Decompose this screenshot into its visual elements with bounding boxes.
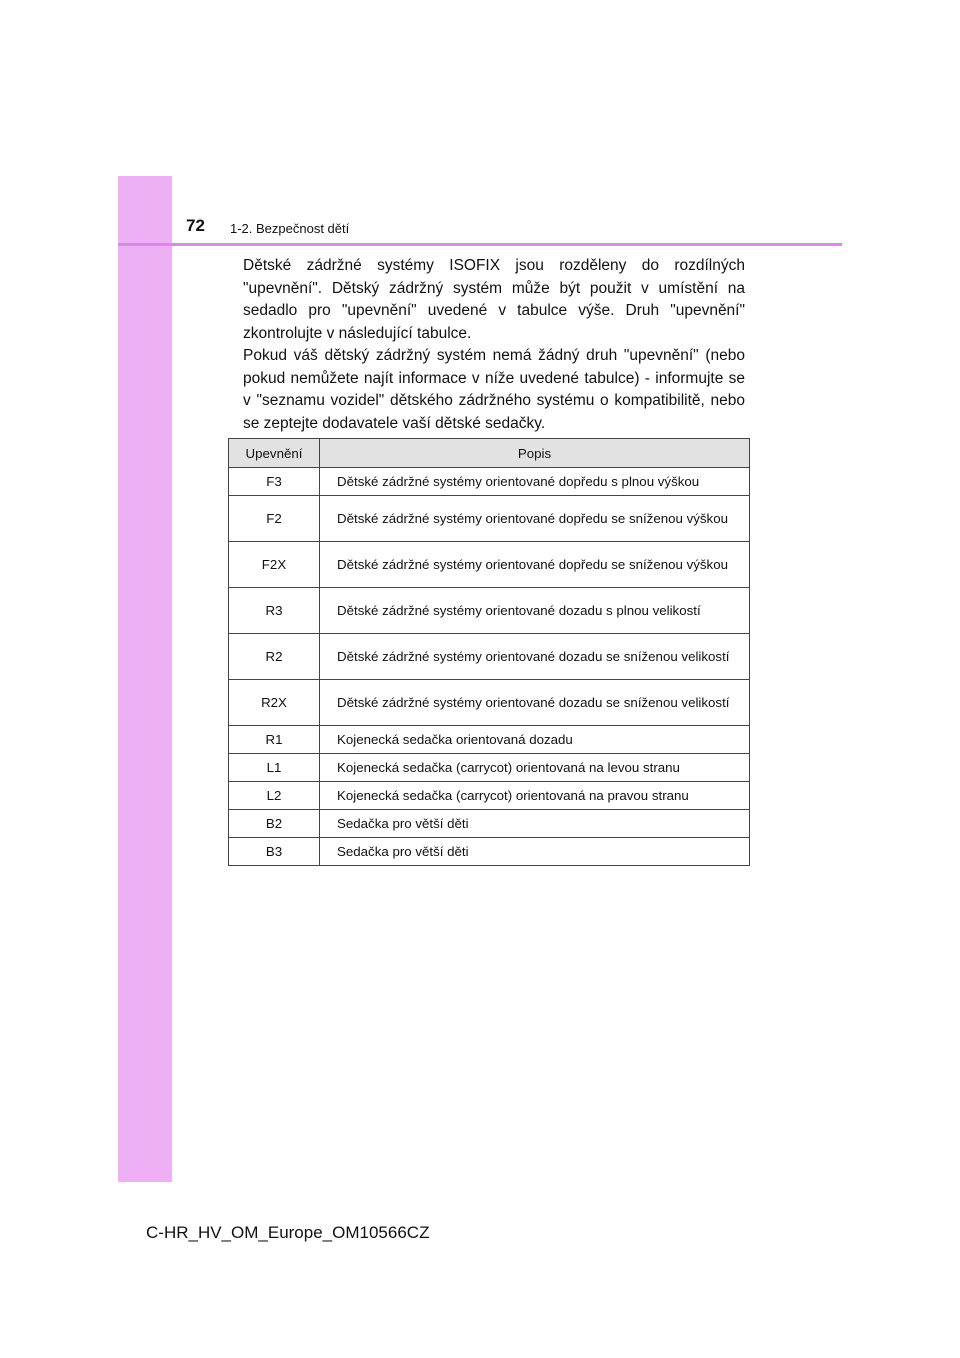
table-row — [229, 726, 750, 754]
intro-paragraph: Dětské zádržné systémy ISOFIX jsou rozděleny do rozdílných "upevnění". Dětský zádržný systém může být použit v umístění na sedadlo pro "upevnění" uvedené v tabulce výše. Druh "upevnění" zkontrolujte v následující tabulce. — [243, 257, 745, 342]
fixation-code: L1 — [229, 754, 320, 782]
fixation-code: L2 — [229, 782, 320, 810]
fixation-code: R1 — [229, 726, 320, 754]
table-row — [229, 634, 750, 680]
fixation-code: B3 — [229, 838, 320, 866]
fixation-description: Sedačka pro větší děti — [320, 810, 750, 838]
fixation-description: Dětské zádržné systémy orientované dopředu se sníženou výškou — [320, 496, 750, 542]
advice-paragraph: Pokud váš dětský zádržný systém nemá žádný druh "upevnění" (nebo pokud nemůžete najít informace v níže uvedené tabulce) - informujte se v "seznamu vozidel" dětského zádržného systému o kompatibilitě, nebo se zeptejte dodavatele vaší dětské sedačky. — [243, 347, 745, 432]
table-header-row — [229, 439, 750, 468]
fixation-description: Dětské zádržné systémy orientované dozadu s plnou velikostí — [320, 588, 750, 634]
body-text — [243, 255, 745, 435]
header-divider — [118, 243, 842, 246]
fixation-code: F3 — [229, 468, 320, 496]
fixation-code: R2 — [229, 634, 320, 680]
fixation-description: Dětské zádržné systémy orientované dozadu se sníženou velikostí — [320, 680, 750, 726]
table-row — [229, 468, 750, 496]
page-number: 72 — [186, 216, 205, 235]
table-row — [229, 810, 750, 838]
header-description: Popis — [320, 439, 750, 468]
fixation-code: B2 — [229, 810, 320, 838]
table-row — [229, 754, 750, 782]
fixation-description: Dětské zádržné systémy orientované dopředu s plnou výškou — [320, 468, 750, 496]
header-fixation: Upevnění — [229, 439, 320, 468]
fixation-description: Kojenecká sedačka orientovaná dozadu — [320, 726, 750, 754]
fixation-code: R3 — [229, 588, 320, 634]
fixation-code: R2X — [229, 680, 320, 726]
table-row — [229, 782, 750, 810]
table-row — [229, 588, 750, 634]
table-row — [229, 496, 750, 542]
section-title: 1-2. Bezpečnost dětí — [230, 221, 350, 236]
side-tab-band — [118, 176, 172, 1182]
fixation-code: F2 — [229, 496, 320, 542]
fixation-description: Kojenecká sedačka (carrycot) orientovaná na pravou stranu — [320, 782, 750, 810]
fixation-description: Dětské zádržné systémy orientované dozadu se sníženou velikostí — [320, 634, 750, 680]
fixation-description: Dětské zádržné systémy orientované dopředu se sníženou výškou — [320, 542, 750, 588]
table-row — [229, 542, 750, 588]
fixation-code: F2X — [229, 542, 320, 588]
table-row — [229, 680, 750, 726]
fixation-description: Kojenecká sedačka (carrycot) orientovaná na levou stranu — [320, 754, 750, 782]
document-code: C-HR_HV_OM_Europe_OM10566CZ — [146, 1223, 430, 1242]
table-row — [229, 838, 750, 866]
fixation-description: Sedačka pro větší děti — [320, 838, 750, 866]
fixation-table — [228, 438, 750, 866]
